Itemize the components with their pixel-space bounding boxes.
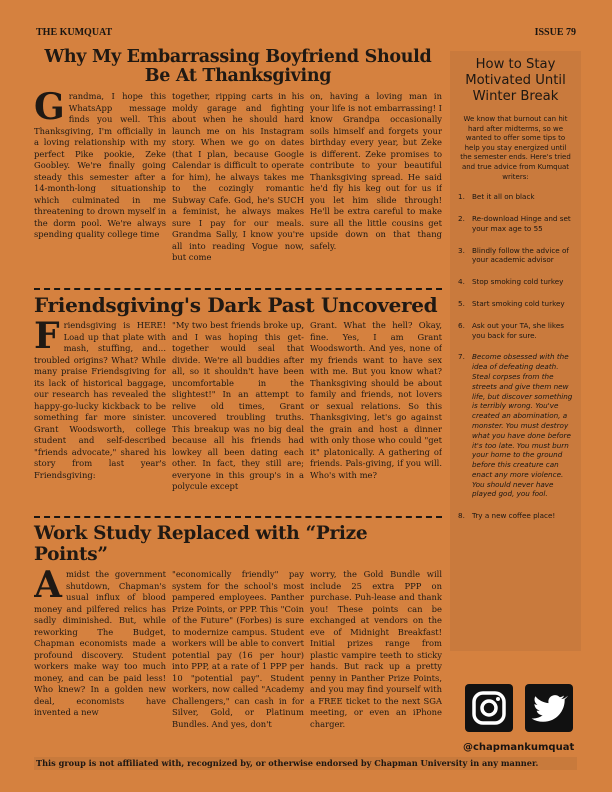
- column-text: "economically friendly" pay system for the school's most pampered employees. Panther Prize Points, or PPP. This "Coin of the Future" (Forbes) is sure to modernize campus. Student workers will be able to convert potential pay (16 per hour) into PPP, at a rate of 1 PPP per 10 "potential pay". Student workers, now called "Academy Challengers," can cash in for Silver, Gold, or Platinum Bundles. And yes, don't: [172, 569, 304, 729]
- column-text: "My two best friends broke up, and I was hoping this get-together would seal that divide. We're all buddies after all, so it shouldn't have been uncomfortable in the slightest!" In an attempt to relive old times, Grant uncovered troubling truths. This breakup was no big deal because all his friends had lowkey all been dating each other. In fact, they still are; everyone in this group's in a polycule except: [172, 320, 304, 491]
- list-item: [458, 511, 573, 521]
- list-item: [458, 277, 573, 287]
- social-handle: @chapmankumquat: [463, 742, 575, 753]
- list-item: [458, 352, 573, 499]
- list-item: [458, 299, 573, 309]
- headline-prize-points: Work Study Replaced with “Prize Points”: [34, 523, 368, 565]
- dropcap: A: [34, 569, 62, 606]
- item-text: Blindly follow the advice of your academic advisor: [472, 245, 569, 265]
- twitter-icon[interactable]: [525, 684, 573, 732]
- article-column-2: [172, 569, 304, 769]
- sidebar-intro: We know that burnout can hit hard after midterms, so we wanted to offer some tips to help you stay energized until the semester ends. Here's tried and true advice from Kumquat writers:: [460, 115, 571, 181]
- column-text: worry, the Gold Bundle will include 25 extra PPP on purchase. Puh-lease and thank you! These points can be exchanged at vendors on the eve of Midnight Breakfast! Initial prizes range from plastic vampire teeth to sticky hands. But rack up a pretty penny in Panther Prize Points, and you may find yourself with a FREE ticket to the next SGA meeting, or even an iPhone charger.: [310, 569, 442, 729]
- article-column-1: [34, 91, 166, 285]
- article-column-3: [310, 320, 442, 510]
- article-column-2: [172, 320, 304, 510]
- article-body: [34, 91, 442, 285]
- article-boyfriend: [34, 48, 442, 285]
- section-divider: [34, 516, 442, 518]
- item-number: 1.: [458, 192, 465, 202]
- article-column-3: [310, 569, 442, 769]
- social-links: [465, 684, 573, 732]
- article-body: [34, 569, 442, 769]
- item-number: 4.: [458, 277, 465, 287]
- issue-number: ISSUE 79: [534, 27, 576, 38]
- list-item: [458, 246, 573, 266]
- item-number: 8.: [458, 511, 465, 521]
- paper-name: THE KUMQUAT: [36, 27, 113, 38]
- article-friendsgiving: [34, 294, 442, 510]
- tips-list: [458, 192, 573, 521]
- article-column-1: [34, 569, 166, 769]
- article-column-1: [34, 320, 166, 510]
- article-column-2: [172, 91, 304, 285]
- column-text: Grant. What the hell? Okay, fine. Yes, I am Grant Woodsworth. And yes, none of my friends want to have sex with me. But you know what? Thanksgiving should be about family and friends, not lovers or sexual relations. So this Thanksgiving, let's go against the grain and host a dinner with only those who could "get it" platonically. A gathering of friends. Pals-giving, if you will. Who's with me?: [310, 320, 442, 480]
- item-number: 3.: [458, 245, 465, 255]
- column-text: on, having a loving man in your life is not embarrassing! I know Grandpa occasionally soils himself and forgets your birthday every year, but Zeke is different. Zeke promises to contribute to your beautiful Thanksgiving spread. He said he'd fly his keg out for us if you let him slide through! He'll be extra careful to make sure all the little cousins get upside down on that thang safely.: [310, 91, 442, 251]
- dropcap: G: [34, 91, 65, 128]
- article-column-3: [310, 91, 442, 285]
- item-number: 6.: [458, 320, 465, 330]
- disclaimer: This group is not affiliated with, recognized by, or otherwise endorsed by Chapman University in any manner.: [34, 757, 577, 770]
- column-text: randma, I hope this WhatsApp message finds you well. This Thanksgiving, I'm officially in a loving relationship with my perfect Pike pookie, Zeke Goobley. We're finally going steady this semester after a 14-month-long situationship which culminated in me threatening to drown myself in the dorm pool. We're always spending quality college time: [34, 91, 166, 239]
- section-divider: [34, 288, 442, 290]
- item-text: Stop smoking cold turkey: [472, 277, 564, 287]
- sidebar-title: How to Stay Motivated Until Winter Break: [465, 57, 566, 104]
- headline-boyfriend: Why My Embarrassing Boyfriend Should Be At Thanksgiving: [44, 47, 432, 86]
- motivation-sidebar: [450, 51, 581, 651]
- dropcap: F: [34, 320, 60, 357]
- column-text: riendsgiving is HERE! Load up that plate with mash, stuffing, and... troubled origins? What? While many praise Friendsgiving for its lack of historical baggage, our research has revealed the happy-go-lucky kickback to be something far more sinister. Grant Woodsworth, college student and self-described "friends advocate," shared his story from last year's Friendsgiving:: [34, 320, 166, 480]
- article-body: [34, 320, 442, 510]
- item-number: 2.: [458, 213, 465, 223]
- headline-friendsgiving: Friendsgiving's Dark Past Uncovered: [34, 293, 438, 317]
- column-text: together, ripping carts in his moldy garage and fighting about when he should hard launch me on his Instagram story. When we go on dates (that I plan, because Google Calendar is difficult to operate for him), he always takes me to the cozingly romantic Subway Cafe. God, he's SUCH a feminist, he always makes sure I pay for our meals. Grandma Sally, I know you're all into reading Vogue now, but come: [172, 91, 304, 262]
- item-number: 7.: [458, 352, 465, 362]
- item-text: Ask out your TA, she likes you back for sure.: [472, 320, 565, 340]
- list-item: [458, 192, 573, 202]
- column-text: midst the government shutdown, Chapman's usual influx of blood money and pilfered relics has sadly diminished. But, while reworking The Budget, Chapman economists made a profound discovery. Student workers make way too much money, and can be paid less! Who knew? In a golden new deal, economists have invented a new: [34, 569, 166, 717]
- instagram-icon[interactable]: [465, 684, 513, 732]
- item-text: Start smoking cold turkey: [472, 298, 565, 308]
- item-text: Bet it all on black: [472, 192, 535, 202]
- list-item: [458, 214, 573, 234]
- item-number: 5.: [458, 298, 465, 308]
- masthead: [36, 27, 576, 41]
- item-text: Re-download Hinge and set your max age to 55: [472, 213, 571, 233]
- list-item: [458, 321, 573, 341]
- item-text: Try a new coffee place!: [472, 511, 556, 521]
- article-prize-points: [34, 523, 442, 769]
- item-text: Become obsessed with the idea of defeating death. Steal corpses from the streets and give them new life, but discover something is terribly wrong. You've created an abomination, a monster. You must destroy what you have done before it's too late. You must burn your home to the ground before this creature can enact any more violence. You should never have played god, you fool.: [472, 352, 573, 499]
